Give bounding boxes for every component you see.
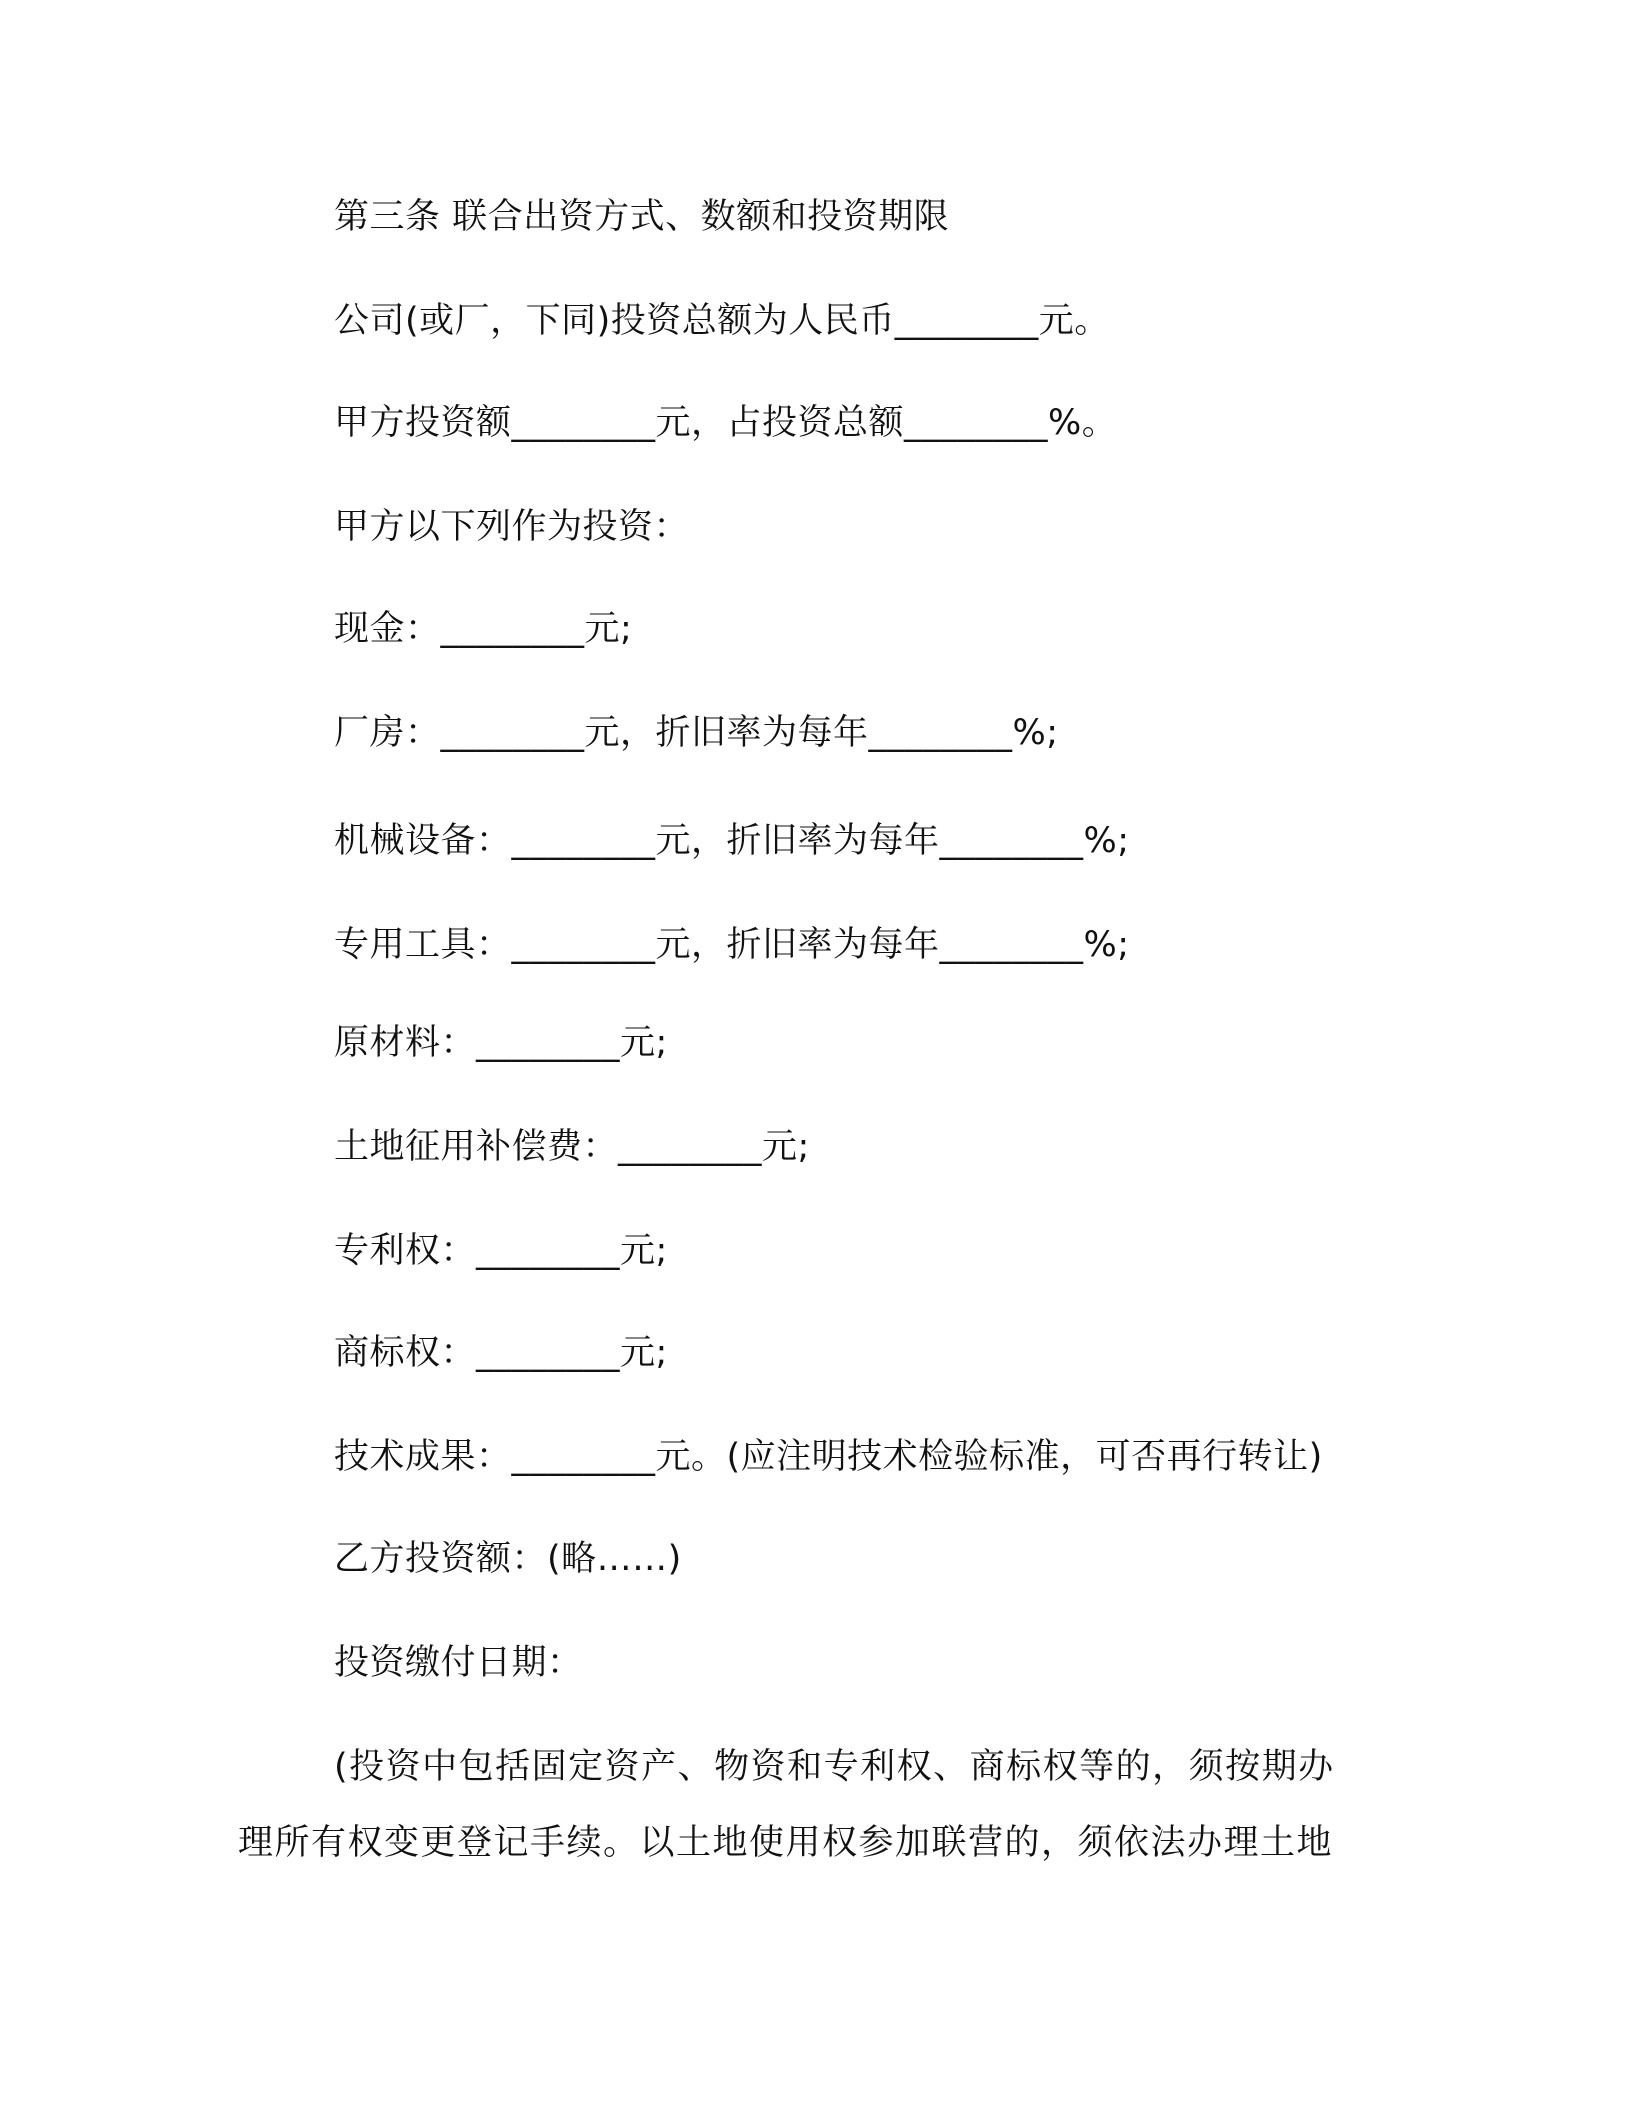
trademark-line: 商标权：________元; bbox=[334, 1333, 668, 1373]
cash-line: 现金：________元; bbox=[334, 609, 633, 649]
party-a-investment-line: 甲方投资额________元，占投资总额________%。 bbox=[334, 403, 1118, 443]
raw-materials-line: 原材料：________元; bbox=[334, 1023, 668, 1063]
party-a-items-intro: 甲方以下列作为投资： bbox=[334, 507, 690, 547]
land-compensation-line: 土地征用补偿费：________元; bbox=[334, 1127, 810, 1167]
machinery-line: 机械设备：________元，折旧率为每年________%; bbox=[334, 821, 1130, 861]
payment-date-line: 投资缴付日期： bbox=[334, 1643, 583, 1683]
tools-line: 专用工具：________元，折旧率为每年________%; bbox=[334, 925, 1130, 965]
article-heading: 第三条 联合出资方式、数额和投资期限 bbox=[334, 197, 950, 237]
party-b-investment-line: 乙方投资额：(略……) bbox=[334, 1539, 682, 1579]
tech-results-line: 技术成果：________元。(应注明技术检验标准，可否再行转让) bbox=[334, 1437, 1323, 1477]
factory-line: 厂房：________元，折旧率为每年________%; bbox=[334, 713, 1059, 753]
note-paragraph-line-2: 理所有权变更登记手续。以土地使用权参加联营的，须依法办理土地 bbox=[238, 1823, 1334, 1863]
note-paragraph-line-1: (投资中包括固定资产、物资和专利权、商标权等的，须按期办 bbox=[334, 1747, 1335, 1787]
total-investment-line: 公司(或厂，下同)投资总额为人民币________元。 bbox=[334, 301, 1110, 341]
patent-line: 专利权：________元; bbox=[334, 1231, 668, 1271]
